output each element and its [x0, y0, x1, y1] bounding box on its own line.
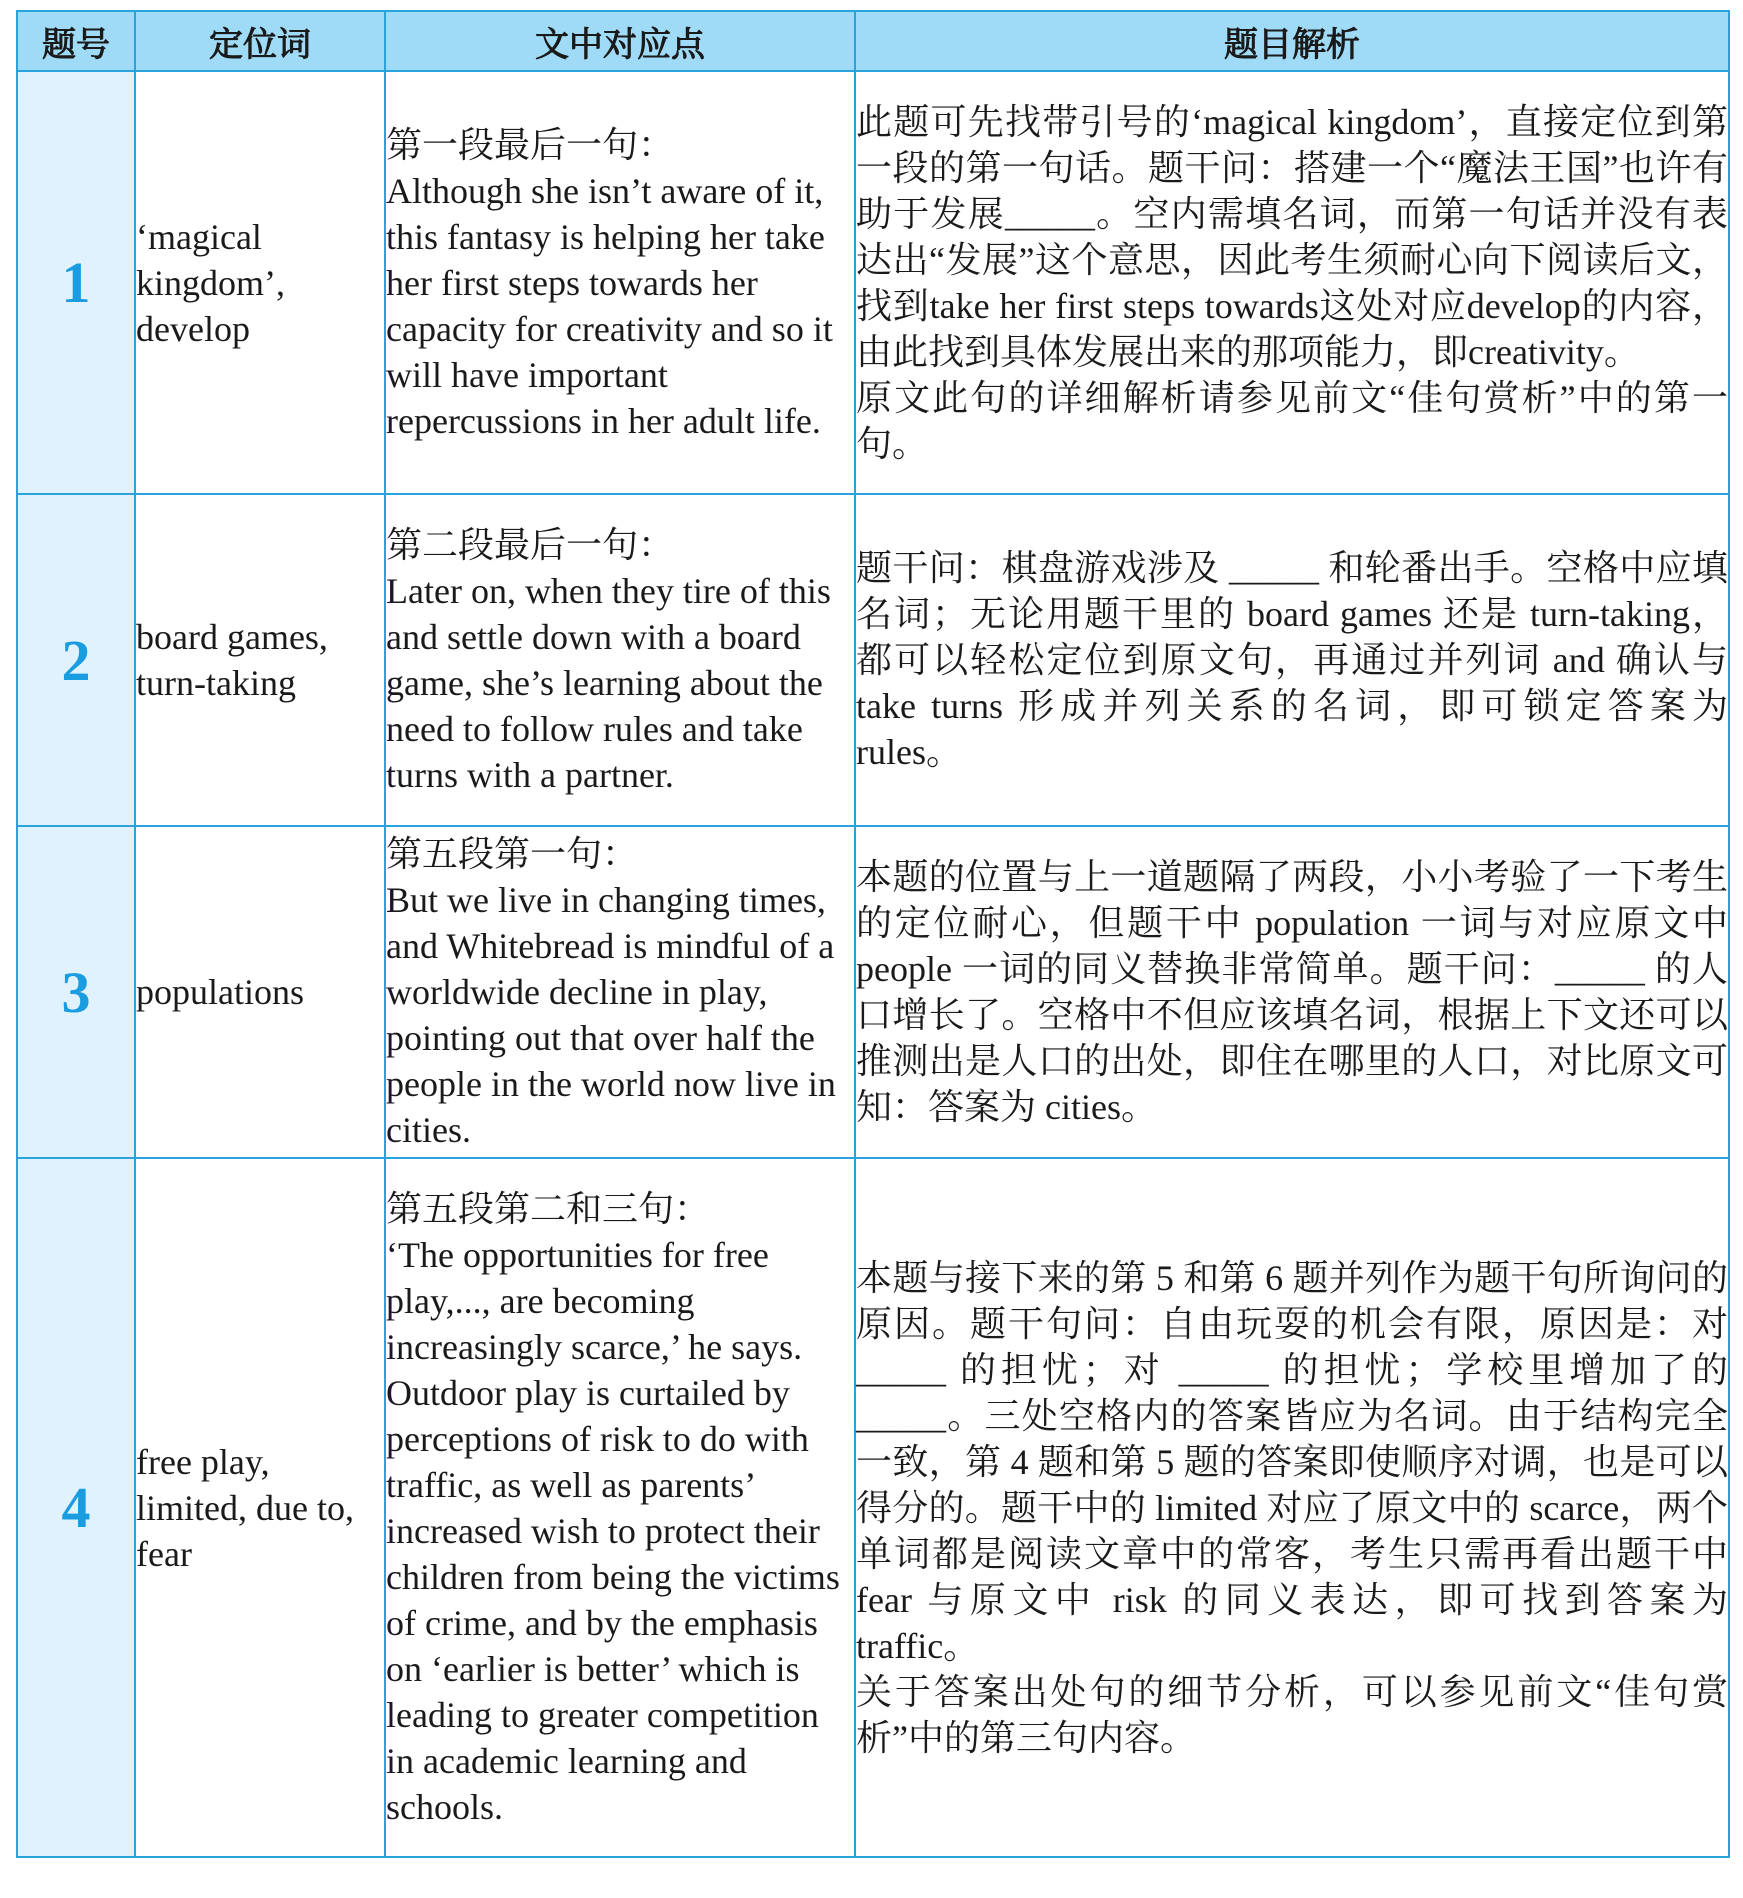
- source-label: 第一段最后一句：: [386, 124, 675, 165]
- source-text: ‘The opportunities for free play,..., are becoming increasingly scarce,’ he says. Outdoor play is curtailed by perceptions of risk to do with traffic, as well as parents’ increased wish to protect their children from being the victims of crime, and by the emphasis on ‘earlier is better’ which is leading to greater competition in academic learning and schools.: [386, 1234, 840, 1827]
- source-label: 第五段第二和三句：: [386, 1188, 711, 1229]
- analysis-cell: [855, 826, 1729, 1158]
- table-row: [17, 494, 1729, 826]
- source-text: Although she isn’t aware of it, this fantasy is helping her take her first steps towards her capacity for creativity and so it will have important repercussions in her adult life.: [386, 170, 833, 441]
- header-analysis: 题目解析: [855, 11, 1729, 71]
- source-cell: [385, 71, 855, 494]
- analysis-cell: [855, 71, 1729, 494]
- header-row: [17, 11, 1729, 71]
- keywords-cell: free play, limited, due to, fear: [135, 1158, 385, 1857]
- analysis-paragraph: 原文此句的详细解析请参见前文“佳句赏析”中的第一句。: [856, 377, 1728, 464]
- header-question-number: 题号: [17, 11, 135, 71]
- question-number: 1: [17, 71, 135, 494]
- header-source-point: 文中对应点: [385, 11, 855, 71]
- source-label: 第二段最后一句：: [386, 525, 675, 565]
- source-cell: [385, 494, 855, 826]
- question-number: 3: [17, 826, 135, 1158]
- header-keywords: 定位词: [135, 11, 385, 71]
- keywords-cell: populations: [135, 826, 385, 1158]
- analysis-cell: [855, 494, 1729, 826]
- analysis-cell: [855, 1158, 1729, 1857]
- table-row: [17, 826, 1729, 1158]
- answer-analysis-table: [16, 10, 1730, 1858]
- question-number: 2: [17, 494, 135, 826]
- analysis-paragraph: 题干问：棋盘游戏涉及 _____ 和轮番出手。空格中应填名词；无论用题干里的 board games 还是 turn-taking，都可以轻松定位到原文句，再通过并列词 and 确认与 take turns 形成并列关系的名词，即可锁定答案为 rules。: [856, 548, 1728, 772]
- analysis-paragraph: 本题的位置与上一道题隔了两段，小小考验了一下考生的定位耐心，但题干中 population 一词与对应原文中 people 一词的同义替换非常简单。题干问：_____ 的人口增长了。空格中不但应该填名词，根据上下文还可以推测出是人口的出处，即住在哪里的人口，对比原文可知：答案为 cities。: [856, 857, 1728, 1127]
- table-row: [17, 1158, 1729, 1857]
- source-text: Later on, when they tire of this and settle down with a board game, she’s learning about the need to follow rules and take turns with a partner.: [386, 571, 831, 795]
- keywords-cell: ‘magical kingdom’, develop: [135, 71, 385, 494]
- keywords-cell: board games, turn-taking: [135, 494, 385, 826]
- source-cell: [385, 1158, 855, 1857]
- source-label: 第五段第一句：: [386, 834, 639, 874]
- question-number: 4: [17, 1158, 135, 1857]
- analysis-paragraph: 本题与接下来的第 5 和第 6 题并列作为题干句所询问的原因。题干句问：自由玩耍的机会有限，原因是：对 _____ 的担忧；对 _____ 的担忧；学校里增加了的 _____。三处空格内的答案皆应为名词。由于结构完全一致，第 4 题和第 5 题的答案即使顺序对调，也是可以得分的。题干中的 limited 对应了原文中的 scarce，两个单词都是阅读文章中的常客，考生只需再看出题干中 fear 与原文中 risk 的同义表达，即可找到答案为 traffic。: [856, 1257, 1728, 1666]
- analysis-paragraph: 关于答案出处句的细节分析，可以参见前文“佳句赏析”中的第三句内容。: [856, 1671, 1728, 1758]
- analysis-paragraph: 此题可先找带引号的‘magical kingdom’，直接定位到第一段的第一句话。题干问：搭建一个“魔法王国”也许有助于发展_____。空内需填名词，而第一句话并没有表达出“发展”这个意思，因此考生须耐心向下阅读后文，找到take her first steps towards这处对应develop的内容，由此找到具体发展出来的那项能力，即creativity。: [856, 101, 1728, 372]
- source-cell: [385, 826, 855, 1158]
- source-text: But we live in changing times, and Whitebread is mindful of a worldwide decline in play, pointing out that over half the people in the world now live in cities.: [386, 880, 836, 1150]
- table-row: [17, 71, 1729, 494]
